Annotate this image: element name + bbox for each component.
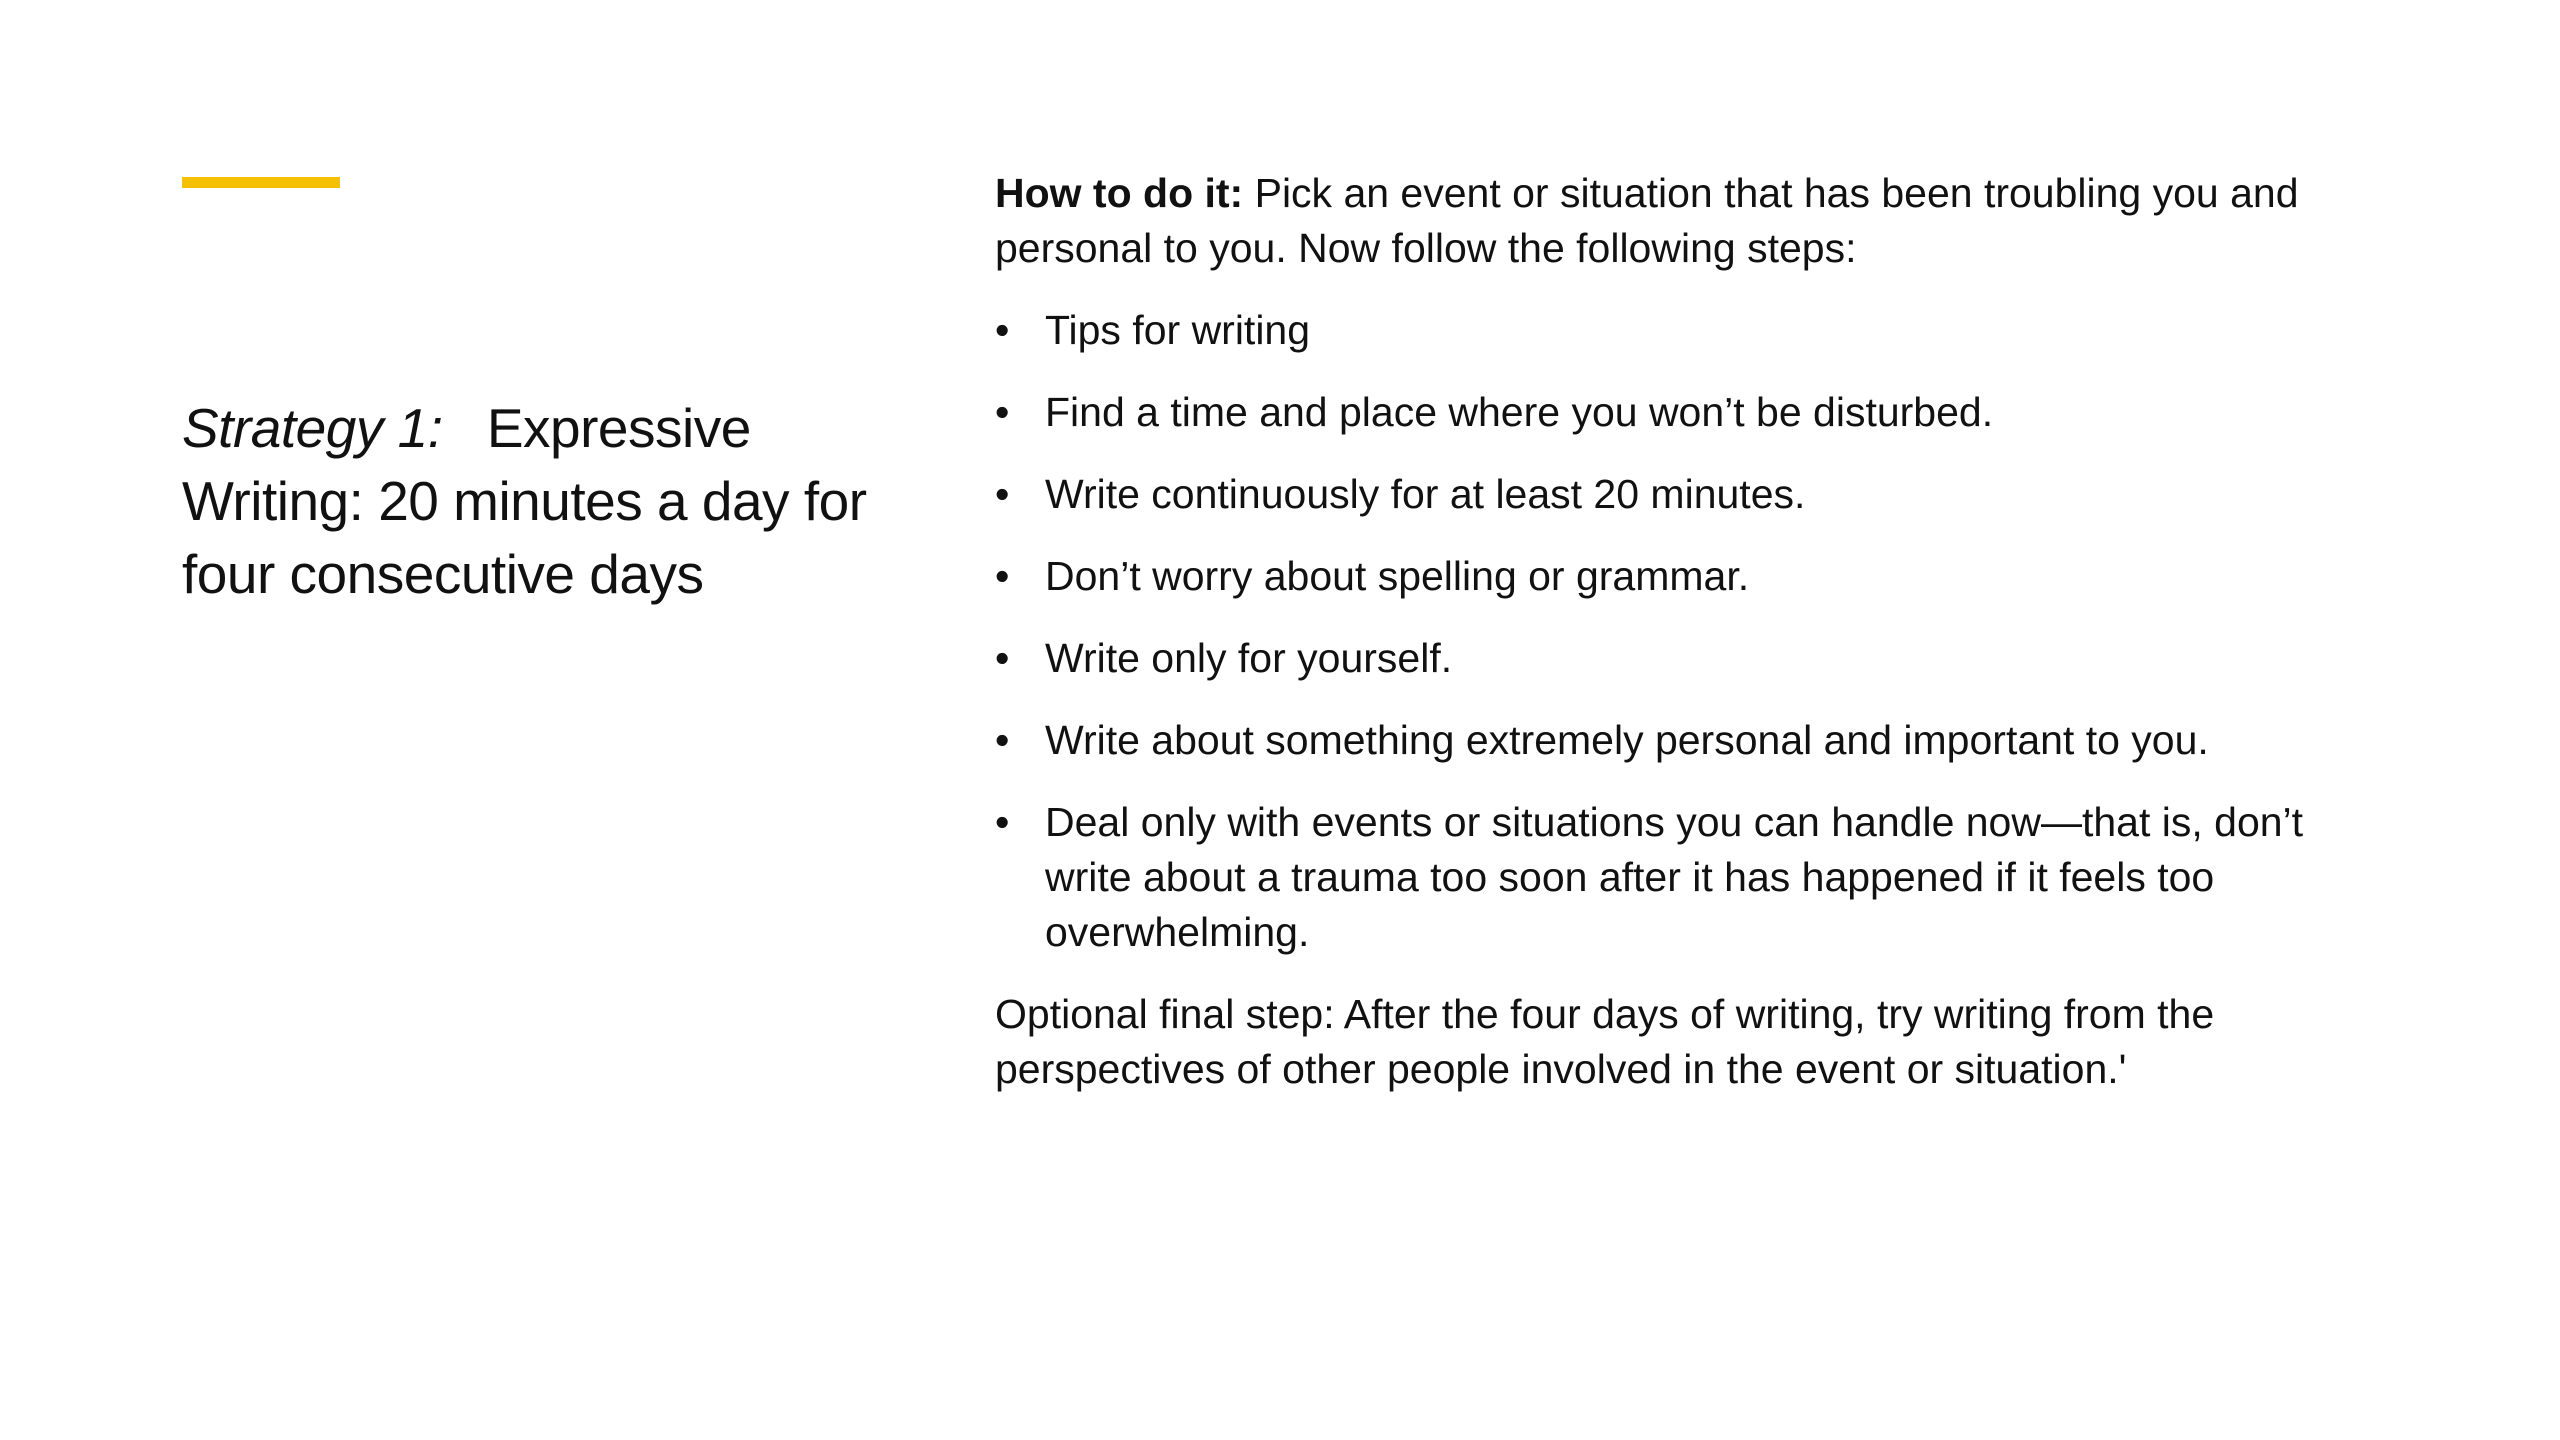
list-item [995, 549, 2395, 604]
slide-title [182, 392, 902, 611]
list-item-text: Write continuously for at least 20 minutes. [1045, 471, 1806, 517]
bullet-icon: • [995, 635, 1010, 681]
list-item-text: Tips for writing [1045, 307, 1311, 353]
bullet-icon: • [995, 717, 1010, 763]
list-item [995, 303, 2395, 358]
list-item-text: Don’t worry about spelling or grammar. [1045, 553, 1750, 599]
list-item [995, 467, 2395, 522]
list-item-text: Find a time and place where you won’t be disturbed. [1045, 389, 1994, 435]
bullet-icon: • [995, 471, 1010, 517]
accent-bar [182, 177, 340, 188]
slide-body [995, 166, 2395, 1124]
intro-text: Pick an event or situation that has been troubling you and personal to you. Now follow the following steps: [995, 170, 2299, 271]
bullet-icon: • [995, 389, 1010, 435]
list-item-text: Deal only with events or situations you can handle now—that is, don’t write about a trauma too soon after it has happened if it feels too overwhelming. [1045, 799, 2304, 955]
bullet-icon: • [995, 307, 1010, 353]
list-item-text: Write only for yourself. [1045, 635, 1453, 681]
tips-list [995, 303, 2395, 960]
intro-paragraph [995, 166, 2395, 276]
list-item-text: Write about something extremely personal and important to you. [1045, 717, 2209, 763]
title-text: Expressive Writing: 20 minutes a day for four consecutive days [182, 397, 867, 605]
list-item [995, 385, 2395, 440]
intro-label: How to do it: [995, 170, 1244, 216]
list-item [995, 713, 2395, 768]
list-item [995, 795, 2395, 960]
title-strategy-label: Strategy 1: [182, 397, 443, 459]
bullet-icon: • [995, 553, 1010, 599]
list-item [995, 631, 2395, 686]
final-step-paragraph: Optional final step: After the four days of writing, try writing from the perspectives of other people involved in the event or situation.' [995, 991, 2215, 1092]
bullet-icon: • [995, 799, 1010, 845]
